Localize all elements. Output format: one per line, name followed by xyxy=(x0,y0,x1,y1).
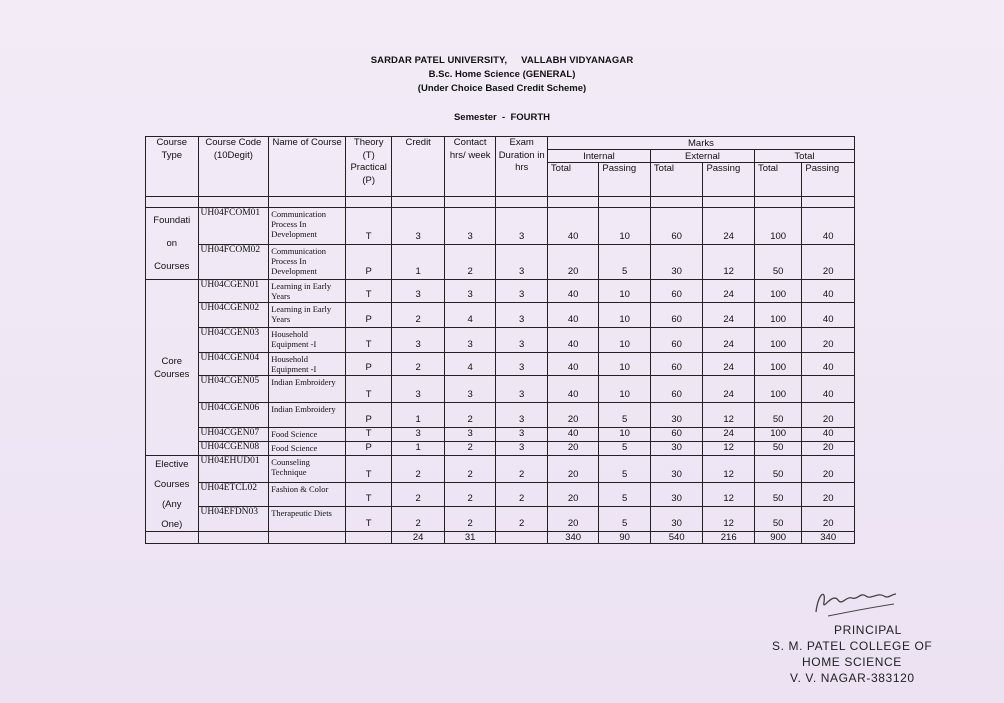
contact-hours: 2 xyxy=(444,245,496,280)
course-code: UH04CGEN04 xyxy=(198,353,269,376)
internal-passing: 10 xyxy=(599,428,651,442)
course-code: UH04CGEN08 xyxy=(198,442,269,456)
credit: 1 xyxy=(392,245,445,280)
course-code: UH04CGEN07 xyxy=(198,428,269,442)
total-credit: 24 xyxy=(392,532,445,544)
external-total: 60 xyxy=(650,208,703,245)
grand-passing: 40 xyxy=(802,208,855,245)
grand-passing: 40 xyxy=(802,376,855,403)
group-foundation-line: Courses xyxy=(154,261,190,272)
credit: 2 xyxy=(392,483,445,507)
total-grand-passing: 340 xyxy=(802,532,855,544)
header-exam-duration: Exam Duration in hrs xyxy=(496,137,548,197)
internal-total: 40 xyxy=(547,328,599,353)
external-passing: 12 xyxy=(703,245,755,280)
seal-address: V. V. NAGAR-383120 xyxy=(790,671,915,685)
exam-duration: 3 xyxy=(496,328,548,353)
header-total: Total xyxy=(754,150,854,163)
internal-passing: 10 xyxy=(599,280,651,303)
course-name: Household Equipment -I xyxy=(269,328,346,353)
internal-passing: 10 xyxy=(599,353,651,376)
external-passing: 24 xyxy=(703,303,755,328)
internal-total: 20 xyxy=(547,403,599,428)
course-name: Communication Process In Development xyxy=(269,208,346,245)
course-code: UH04EFDN03 xyxy=(198,507,269,532)
program-title: B.Sc. Home Science (GENERAL) xyxy=(428,69,576,80)
course-name: Counseling Technique xyxy=(269,456,346,483)
internal-total: 40 xyxy=(547,353,599,376)
credit: 3 xyxy=(392,208,445,245)
external-total: 30 xyxy=(650,442,703,456)
course-code: UH04CGEN06 xyxy=(198,403,269,428)
group-foundation xyxy=(146,208,199,280)
theory-practical: T xyxy=(345,376,391,403)
spacer-row xyxy=(146,197,855,208)
grand-total: 50 xyxy=(754,456,801,483)
external-passing: 24 xyxy=(703,376,755,403)
seal-home-science: HOME SCIENCE xyxy=(802,655,902,669)
theory-practical: T xyxy=(345,483,391,507)
group-core: Core Courses xyxy=(146,280,199,456)
table-row xyxy=(146,403,855,428)
external-passing: 24 xyxy=(703,208,755,245)
exam-duration: 3 xyxy=(496,245,548,280)
header-marks: Marks xyxy=(547,137,854,150)
contact-hours: 3 xyxy=(444,376,496,403)
table-row xyxy=(146,428,855,442)
grand-total: 100 xyxy=(754,280,801,303)
signature-image xyxy=(808,582,898,622)
course-code: UH04CGEN05 xyxy=(198,376,269,403)
header-internal-total: Total xyxy=(547,163,599,197)
external-passing: 12 xyxy=(703,456,755,483)
grand-passing: 20 xyxy=(802,328,855,353)
seal-college: S. M. PATEL COLLEGE OF xyxy=(772,639,933,653)
internal-passing: 5 xyxy=(599,456,651,483)
external-total: 30 xyxy=(650,456,703,483)
course-name: Communication Process In Development xyxy=(269,245,346,280)
group-foundation-line: Foundati xyxy=(153,215,191,226)
grand-passing: 20 xyxy=(802,483,855,507)
credit: 2 xyxy=(392,507,445,532)
exam-duration: 3 xyxy=(496,428,548,442)
grand-total: 50 xyxy=(754,483,801,507)
credit: 3 xyxy=(392,428,445,442)
theory-practical: T xyxy=(345,507,391,532)
exam-duration: 3 xyxy=(496,442,548,456)
group-foundation-line: on xyxy=(166,238,178,249)
header-internal-passing: Passing xyxy=(599,163,651,197)
credit: 3 xyxy=(392,280,445,303)
total-contact: 31 xyxy=(444,532,496,544)
external-total: 30 xyxy=(650,245,703,280)
credit: 3 xyxy=(392,376,445,403)
internal-passing: 5 xyxy=(599,245,651,280)
grand-total: 100 xyxy=(754,208,801,245)
external-total: 60 xyxy=(650,328,703,353)
exam-duration: 2 xyxy=(496,483,548,507)
course-name: Learning in Early Years xyxy=(269,280,346,303)
semester-title: Semester - FOURTH xyxy=(453,112,551,123)
course-code: UH04CGEN01 xyxy=(198,280,269,303)
grand-passing: 20 xyxy=(802,442,855,456)
grand-passing: 40 xyxy=(802,353,855,376)
table-row xyxy=(146,303,855,328)
internal-passing: 5 xyxy=(599,507,651,532)
theory-practical: P xyxy=(345,403,391,428)
grand-passing: 40 xyxy=(802,280,855,303)
external-passing: 24 xyxy=(703,328,755,353)
header-grand-total: Total xyxy=(754,163,801,197)
total-internal-passing: 90 xyxy=(599,532,651,544)
exam-duration: 3 xyxy=(496,280,548,303)
course-name: Indian Embroidery xyxy=(269,403,346,428)
exam-duration: 2 xyxy=(496,507,548,532)
grand-total: 50 xyxy=(754,245,801,280)
header-course-name: Name of Course xyxy=(269,137,346,197)
course-name: Household Equipment -I xyxy=(269,353,346,376)
grand-passing: 40 xyxy=(802,428,855,442)
group-elective-line: Courses xyxy=(154,479,190,490)
total-external: 540 xyxy=(650,532,703,544)
internal-total: 40 xyxy=(547,428,599,442)
exam-duration: 3 xyxy=(496,403,548,428)
credit: 3 xyxy=(392,328,445,353)
grand-total: 50 xyxy=(754,442,801,456)
header-credit: Credit xyxy=(392,137,445,197)
table-row xyxy=(146,507,855,532)
group-elective-line: One) xyxy=(161,519,183,530)
table-row xyxy=(146,483,855,507)
external-total: 60 xyxy=(650,303,703,328)
external-total: 60 xyxy=(650,428,703,442)
contact-hours: 4 xyxy=(444,353,496,376)
credit: 2 xyxy=(392,353,445,376)
course-name: Indian Embroidery xyxy=(269,376,346,403)
course-code: UH04CGEN03 xyxy=(198,328,269,353)
internal-passing: 5 xyxy=(599,442,651,456)
external-passing: 12 xyxy=(703,483,755,507)
theory-practical: T xyxy=(345,456,391,483)
table-row xyxy=(146,280,855,303)
internal-total: 20 xyxy=(547,245,599,280)
external-passing: 24 xyxy=(703,428,755,442)
grand-total: 100 xyxy=(754,428,801,442)
internal-passing: 10 xyxy=(599,303,651,328)
course-code: UH04FCOM01 xyxy=(198,208,269,245)
course-rows xyxy=(146,208,855,532)
contact-hours: 3 xyxy=(444,280,496,303)
university-title xyxy=(0,55,1004,66)
exam-duration: 3 xyxy=(496,353,548,376)
table-row xyxy=(146,376,855,403)
header-contact-hours: Contact hrs/ week xyxy=(444,137,496,197)
grand-total: 100 xyxy=(754,303,801,328)
internal-passing: 5 xyxy=(599,403,651,428)
credit: 2 xyxy=(392,303,445,328)
total-grand: 900 xyxy=(754,532,801,544)
external-total: 60 xyxy=(650,353,703,376)
external-passing: 24 xyxy=(703,353,755,376)
internal-total: 20 xyxy=(547,456,599,483)
total-internal: 340 xyxy=(547,532,599,544)
credit: 1 xyxy=(392,403,445,428)
theory-practical: P xyxy=(345,353,391,376)
course-name: Fashion & Color xyxy=(269,483,346,507)
internal-total: 20 xyxy=(547,483,599,507)
theory-practical: T xyxy=(345,208,391,245)
internal-total: 40 xyxy=(547,280,599,303)
external-total: 30 xyxy=(650,403,703,428)
course-name: Food Science xyxy=(269,442,346,456)
grand-total: 100 xyxy=(754,328,801,353)
table-row xyxy=(146,328,855,353)
internal-total: 40 xyxy=(547,208,599,245)
theory-practical: T xyxy=(345,428,391,442)
course-code: UH04ETCL02 xyxy=(198,483,269,507)
total-external-passing: 216 xyxy=(703,532,755,544)
grand-passing: 20 xyxy=(802,456,855,483)
header-course-type: Course Type xyxy=(146,137,199,197)
exam-duration: 3 xyxy=(496,376,548,403)
grand-total: 100 xyxy=(754,376,801,403)
theory-practical: P xyxy=(345,442,391,456)
course-name: Therapeutic Diets xyxy=(269,507,346,532)
credit: 2 xyxy=(392,456,445,483)
theory-practical: P xyxy=(345,245,391,280)
university-place: VALLABH VIDYANAGAR xyxy=(521,55,634,66)
theory-practical: P xyxy=(345,303,391,328)
grand-total: 50 xyxy=(754,403,801,428)
grand-total: 50 xyxy=(754,507,801,532)
exam-duration: 3 xyxy=(496,303,548,328)
contact-hours: 2 xyxy=(444,456,496,483)
external-total: 60 xyxy=(650,280,703,303)
internal-passing: 5 xyxy=(599,483,651,507)
header-grand-passing: Passing xyxy=(802,163,855,197)
totals-row xyxy=(146,532,855,544)
external-total: 30 xyxy=(650,483,703,507)
theory-practical: T xyxy=(345,328,391,353)
internal-total: 40 xyxy=(547,376,599,403)
exam-duration: 2 xyxy=(496,456,548,483)
grand-passing: 20 xyxy=(802,507,855,532)
table-row xyxy=(146,456,855,483)
credit: 1 xyxy=(392,442,445,456)
grand-passing: 20 xyxy=(802,403,855,428)
course-code: UH04FCOM02 xyxy=(198,245,269,280)
internal-total: 20 xyxy=(547,507,599,532)
header-external-passing: Passing xyxy=(703,163,755,197)
contact-hours: 2 xyxy=(444,507,496,532)
header-internal: Internal xyxy=(547,150,650,163)
internal-passing: 10 xyxy=(599,208,651,245)
university-name: SARDAR PATEL UNIVERSITY, xyxy=(370,55,508,66)
grand-passing: 20 xyxy=(802,245,855,280)
theory-practical: T xyxy=(345,280,391,303)
internal-total: 40 xyxy=(547,303,599,328)
contact-hours: 2 xyxy=(444,403,496,428)
header-course-code: Course Code (10Degit) xyxy=(198,137,269,197)
internal-passing: 10 xyxy=(599,376,651,403)
header-external-total: Total xyxy=(650,163,703,197)
course-scheme-table xyxy=(145,136,855,544)
table-row xyxy=(146,245,855,280)
table-row xyxy=(146,208,855,245)
contact-hours: 2 xyxy=(444,442,496,456)
external-passing: 12 xyxy=(703,403,755,428)
grand-total: 100 xyxy=(754,353,801,376)
contact-hours: 3 xyxy=(444,428,496,442)
external-passing: 24 xyxy=(703,280,755,303)
header-theory-practical: Theory (T) Practical (P) xyxy=(345,137,391,197)
external-total: 30 xyxy=(650,507,703,532)
header-external: External xyxy=(650,150,754,163)
seal-principal: PRINCIPAL xyxy=(834,623,902,637)
scheme-title: (Under Choice Based Credit Scheme) xyxy=(417,83,587,94)
contact-hours: 3 xyxy=(444,328,496,353)
group-elective-line: Elective xyxy=(155,459,189,470)
table-row xyxy=(146,442,855,456)
course-name: Learning in Early Years xyxy=(269,303,346,328)
grand-passing: 40 xyxy=(802,303,855,328)
contact-hours: 3 xyxy=(444,208,496,245)
table-row xyxy=(146,353,855,376)
contact-hours: 4 xyxy=(444,303,496,328)
external-passing: 12 xyxy=(703,507,755,532)
group-elective xyxy=(146,456,199,532)
internal-passing: 10 xyxy=(599,328,651,353)
contact-hours: 2 xyxy=(444,483,496,507)
course-code: UH04EHUD01 xyxy=(198,456,269,483)
exam-duration: 3 xyxy=(496,208,548,245)
internal-total: 20 xyxy=(547,442,599,456)
course-name: Food Science xyxy=(269,428,346,442)
group-elective-line: (Any xyxy=(161,499,182,510)
course-code: UH04CGEN02 xyxy=(198,303,269,328)
external-passing: 12 xyxy=(703,442,755,456)
external-total: 60 xyxy=(650,376,703,403)
